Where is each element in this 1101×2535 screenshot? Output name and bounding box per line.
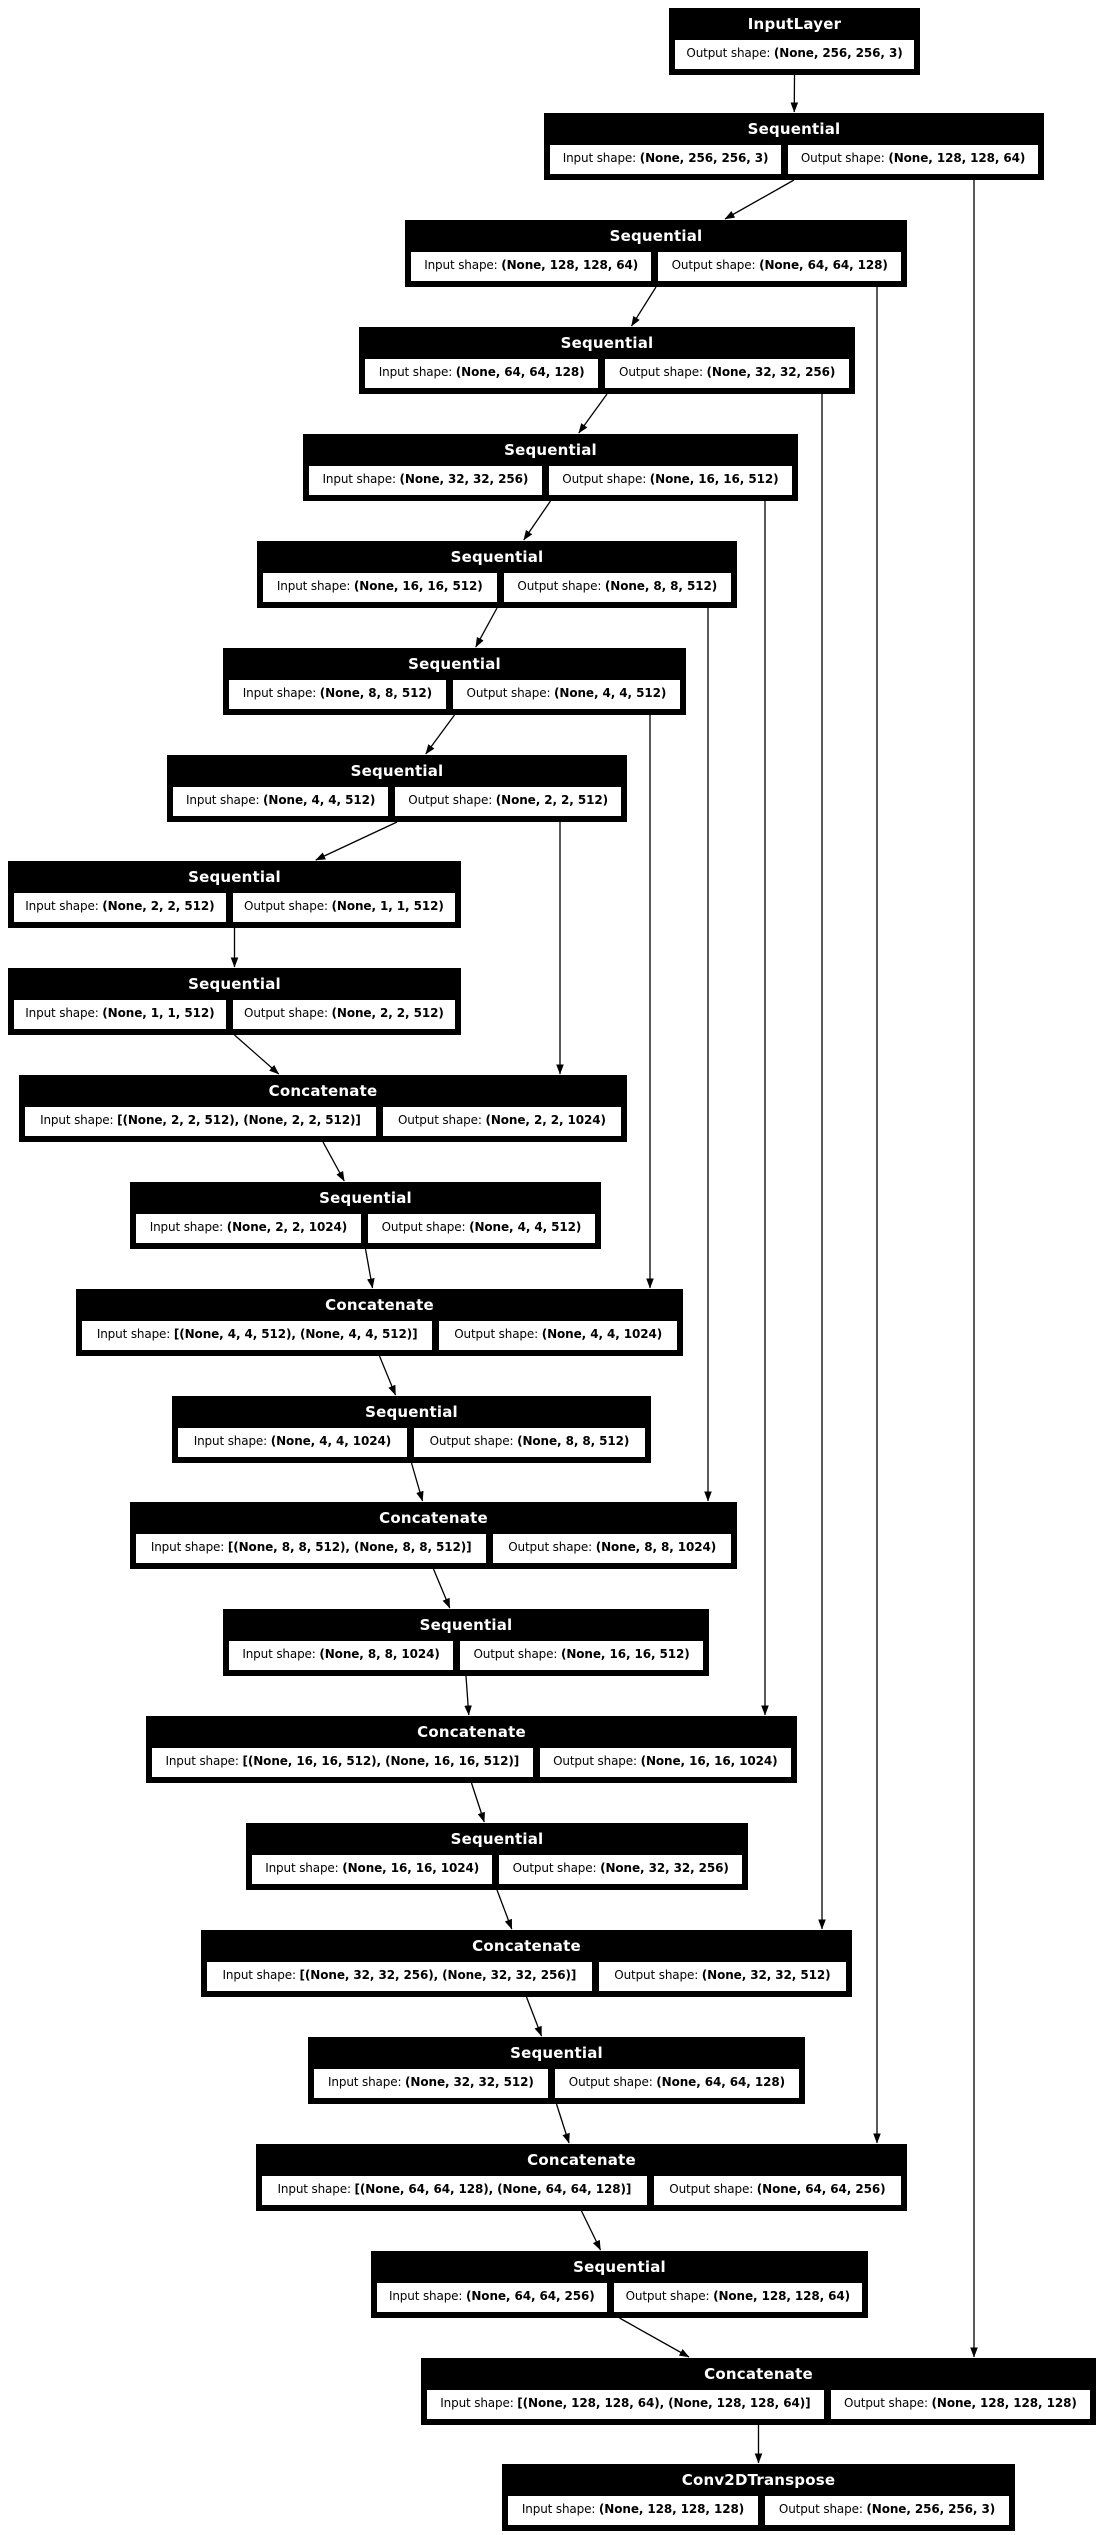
shape-cells bbox=[135, 1533, 732, 1564]
layer-type-label: Sequential bbox=[560, 334, 654, 352]
output-shape-value: (None, 2, 2, 512) bbox=[495, 793, 608, 807]
node-23-conv2dtranspose bbox=[502, 2464, 1015, 2531]
output-shape-cell bbox=[232, 892, 456, 923]
shape-cells bbox=[426, 2389, 1091, 2420]
layer-type-label: Concatenate bbox=[704, 2365, 813, 2383]
input-shape-label: Input shape: bbox=[424, 258, 498, 272]
shape-cells bbox=[261, 2175, 902, 2206]
output-shape-cell bbox=[613, 2282, 863, 2313]
output-shape-cell bbox=[367, 1213, 596, 1244]
input-shape-label: Input shape: bbox=[40, 1113, 114, 1127]
shape-cells bbox=[549, 144, 1039, 175]
output-shape-label: Output shape: bbox=[512, 1861, 597, 1875]
input-shape-cell bbox=[262, 572, 498, 603]
input-shape-cell bbox=[261, 2175, 648, 2206]
layer-type-label: Sequential bbox=[319, 1189, 412, 1207]
input-shape-label: Input shape: bbox=[328, 2075, 402, 2089]
input-shape-label: Input shape: bbox=[322, 472, 396, 486]
shape-cells bbox=[13, 892, 456, 923]
input-shape-label: Input shape: bbox=[193, 1434, 268, 1448]
node-2-sequential bbox=[405, 220, 907, 287]
input-shape-label: Input shape: bbox=[265, 1861, 339, 1875]
output-shape-label: Output shape: bbox=[408, 793, 493, 807]
output-shape-cell bbox=[394, 786, 622, 817]
node-4-sequential bbox=[303, 434, 798, 501]
input-shape-label: Input shape: bbox=[242, 1647, 316, 1661]
input-shape-cell bbox=[376, 2282, 608, 2313]
input-shape-value: (None, 32, 32, 512) bbox=[405, 2075, 534, 2089]
input-shape-cell bbox=[549, 144, 782, 175]
output-shape-cell bbox=[503, 572, 732, 603]
output-shape-value: (None, 32, 32, 256) bbox=[600, 1861, 729, 1875]
layer-type-label: Sequential bbox=[747, 120, 841, 138]
input-shape-value: (None, 128, 128, 128) bbox=[598, 2502, 745, 2516]
layer-type-label: Concatenate bbox=[417, 1723, 526, 1741]
node-15-sequential bbox=[223, 1609, 709, 1676]
output-shape-value: (None, 16, 16, 512) bbox=[649, 472, 779, 486]
output-shape-value: (None, 256, 256, 3) bbox=[866, 2502, 996, 2516]
output-shape-label: Output shape: bbox=[244, 899, 328, 913]
input-shape-label: Input shape: bbox=[277, 2182, 351, 2196]
output-shape-label: Output shape: bbox=[454, 1327, 539, 1341]
input-shape-value: (None, 128, 128, 64) bbox=[501, 258, 639, 272]
input-shape-value: [(None, 2, 2, 512), (None, 2, 2, 512)] bbox=[117, 1113, 361, 1127]
output-shape-cell bbox=[598, 1961, 847, 1992]
shape-cells bbox=[177, 1427, 646, 1458]
output-shape-cell bbox=[413, 1427, 646, 1458]
input-shape-value: (None, 16, 16, 512) bbox=[353, 579, 483, 593]
output-shape-value: (None, 8, 8, 1024) bbox=[595, 1540, 717, 1554]
shape-cells bbox=[251, 1854, 743, 1885]
output-shape-label: Output shape: bbox=[671, 258, 756, 272]
input-shape-label: Input shape: bbox=[388, 2289, 463, 2303]
layer-type-label: Sequential bbox=[408, 655, 501, 673]
shape-cells bbox=[262, 572, 732, 603]
output-shape-label: Output shape: bbox=[568, 2075, 653, 2089]
input-shape-value: (None, 2, 2, 512) bbox=[102, 899, 215, 913]
layer-type-label: Conv2DTranspose bbox=[681, 2471, 836, 2489]
input-shape-value: (None, 16, 16, 1024) bbox=[342, 1861, 480, 1875]
output-shape-label: Output shape: bbox=[553, 1754, 637, 1768]
input-shape-cell bbox=[177, 1427, 408, 1458]
node-10-concatenate bbox=[19, 1075, 627, 1142]
layer-type-label: Concatenate bbox=[472, 1937, 581, 1955]
node-1-sequential bbox=[544, 113, 1044, 180]
output-shape-value: (None, 2, 2, 1024) bbox=[485, 1113, 606, 1127]
output-shape-value: (None, 128, 128, 128) bbox=[931, 2396, 1077, 2410]
output-shape-label: Output shape: bbox=[619, 365, 703, 379]
node-18-concatenate bbox=[201, 1930, 852, 1997]
layer-type-label: Sequential bbox=[350, 762, 444, 780]
layer-type-label: InputLayer bbox=[747, 15, 842, 33]
node-3-sequential bbox=[359, 327, 855, 394]
input-shape-cell bbox=[364, 358, 599, 389]
output-shape-label: Output shape: bbox=[473, 1647, 558, 1661]
shape-cells bbox=[674, 39, 915, 70]
output-shape-label: Output shape: bbox=[466, 686, 551, 700]
output-shape-cell bbox=[459, 1640, 704, 1671]
input-shape-value: (None, 32, 32, 256) bbox=[399, 472, 529, 486]
shape-cells bbox=[308, 465, 793, 496]
layer-type-label: Sequential bbox=[188, 975, 281, 993]
input-shape-label: Input shape: bbox=[25, 899, 99, 913]
layer-type-label: Sequential bbox=[609, 227, 703, 245]
layer-type-label: Concatenate bbox=[379, 1509, 488, 1527]
input-shape-value: [(None, 8, 8, 512), (None, 8, 8, 512)] bbox=[227, 1540, 472, 1554]
output-shape-cell bbox=[232, 999, 456, 1030]
output-shape-value: (None, 1, 1, 512) bbox=[331, 899, 444, 913]
shape-cells bbox=[228, 679, 681, 710]
shape-cells bbox=[376, 2282, 863, 2313]
node-20-concatenate bbox=[256, 2144, 907, 2211]
layer-type-label: Sequential bbox=[450, 548, 544, 566]
output-shape-cell bbox=[452, 679, 681, 710]
shape-cells bbox=[364, 358, 850, 389]
shape-cells bbox=[151, 1747, 792, 1778]
output-shape-value: (None, 8, 8, 512) bbox=[517, 1434, 630, 1448]
output-shape-cell bbox=[830, 2389, 1091, 2420]
input-shape-cell bbox=[135, 1213, 362, 1244]
shape-cells bbox=[507, 2495, 1010, 2526]
node-22-concatenate bbox=[421, 2358, 1096, 2425]
output-shape-value: (None, 2, 2, 512) bbox=[331, 1006, 444, 1020]
input-shape-cell bbox=[228, 679, 447, 710]
input-shape-label: Input shape: bbox=[25, 1006, 99, 1020]
layer-type-label: Sequential bbox=[188, 868, 281, 886]
output-shape-value: (None, 32, 32, 512) bbox=[701, 1968, 831, 1982]
output-shape-label: Output shape: bbox=[800, 151, 885, 165]
input-shape-label: Input shape: bbox=[562, 151, 637, 165]
layer-type-label: Sequential bbox=[504, 441, 597, 459]
input-shape-label: Input shape: bbox=[96, 1327, 171, 1341]
input-shape-cell bbox=[13, 999, 227, 1030]
shape-cells bbox=[24, 1106, 622, 1137]
shape-cells bbox=[81, 1320, 678, 1351]
output-shape-value: (None, 256, 256, 3) bbox=[773, 46, 903, 60]
input-shape-cell bbox=[426, 2389, 825, 2420]
input-shape-label: Input shape: bbox=[222, 1968, 296, 1982]
input-shape-cell bbox=[308, 465, 543, 496]
input-shape-cell bbox=[13, 892, 227, 923]
output-shape-cell bbox=[554, 2068, 800, 2099]
input-shape-value: (None, 8, 8, 512) bbox=[319, 686, 432, 700]
input-shape-value: [(None, 128, 128, 64), (None, 128, 128, 64)] bbox=[517, 2396, 811, 2410]
input-shape-value: (None, 4, 4, 512) bbox=[263, 793, 376, 807]
output-shape-value: (None, 128, 128, 64) bbox=[713, 2289, 851, 2303]
output-shape-label: Output shape: bbox=[562, 472, 647, 486]
shape-cells bbox=[206, 1961, 847, 1992]
input-shape-cell bbox=[313, 2068, 549, 2099]
input-shape-value: (None, 64, 64, 128) bbox=[455, 365, 585, 379]
output-shape-label: Output shape: bbox=[669, 2182, 754, 2196]
input-shape-label: Input shape: bbox=[242, 686, 317, 700]
node-17-sequential bbox=[246, 1823, 748, 1890]
input-shape-cell bbox=[228, 1640, 454, 1671]
output-shape-label: Output shape: bbox=[381, 1220, 466, 1234]
output-shape-value: (None, 64, 64, 128) bbox=[656, 2075, 785, 2089]
output-shape-value: (None, 8, 8, 512) bbox=[604, 579, 718, 593]
output-shape-value: (None, 4, 4, 512) bbox=[554, 686, 667, 700]
output-shape-value: (None, 4, 4, 512) bbox=[469, 1220, 582, 1234]
input-shape-cell bbox=[507, 2495, 759, 2526]
shape-cells bbox=[135, 1213, 596, 1244]
layer-type-label: Sequential bbox=[573, 2258, 666, 2276]
input-shape-cell bbox=[81, 1320, 433, 1351]
output-shape-label: Output shape: bbox=[614, 1968, 699, 1982]
layer-type-label: Sequential bbox=[450, 1830, 544, 1848]
output-shape-label: Output shape: bbox=[778, 2502, 863, 2516]
input-shape-label: Input shape: bbox=[165, 1754, 239, 1768]
input-shape-value: [(None, 4, 4, 512), (None, 4, 4, 512)] bbox=[173, 1327, 418, 1341]
output-shape-value: (None, 4, 4, 1024) bbox=[541, 1327, 663, 1341]
shape-cells bbox=[13, 999, 456, 1030]
input-shape-cell bbox=[172, 786, 389, 817]
input-shape-value: (None, 1, 1, 512) bbox=[102, 1006, 215, 1020]
node-16-concatenate bbox=[146, 1716, 797, 1783]
node-12-concatenate bbox=[76, 1289, 683, 1356]
node-19-sequential bbox=[308, 2037, 805, 2104]
layer-type-label: Concatenate bbox=[527, 2151, 636, 2169]
output-shape-label: Output shape: bbox=[397, 1113, 482, 1127]
output-shape-cell bbox=[382, 1106, 622, 1137]
input-shape-label: Input shape: bbox=[150, 1540, 225, 1554]
input-shape-cell bbox=[151, 1747, 534, 1778]
output-shape-cell bbox=[764, 2495, 1010, 2526]
output-shape-label: Output shape: bbox=[508, 1540, 593, 1554]
input-shape-label: Input shape: bbox=[521, 2502, 596, 2516]
node-21-sequential bbox=[371, 2251, 868, 2318]
input-shape-value: [(None, 64, 64, 128), (None, 64, 64, 128)] bbox=[354, 2182, 632, 2196]
input-shape-cell bbox=[410, 251, 652, 282]
node-7-sequential bbox=[167, 755, 627, 822]
input-shape-value: [(None, 16, 16, 512), (None, 16, 16, 512)] bbox=[242, 1754, 520, 1768]
input-shape-value: (None, 8, 8, 1024) bbox=[319, 1647, 440, 1661]
input-shape-value: (None, 256, 256, 3) bbox=[639, 151, 769, 165]
output-shape-value: (None, 16, 16, 512) bbox=[560, 1647, 690, 1661]
output-shape-value: (None, 16, 16, 1024) bbox=[640, 1754, 778, 1768]
output-shape-cell bbox=[787, 144, 1039, 175]
node-6-sequential bbox=[223, 648, 686, 715]
output-shape-cell bbox=[653, 2175, 902, 2206]
output-shape-label: Output shape: bbox=[625, 2289, 710, 2303]
output-shape-label: Output shape: bbox=[686, 46, 771, 60]
output-shape-cell bbox=[657, 251, 902, 282]
input-shape-cell bbox=[135, 1533, 487, 1564]
input-shape-value: (None, 4, 4, 1024) bbox=[270, 1434, 392, 1448]
output-shape-value: (None, 64, 64, 128) bbox=[759, 258, 888, 272]
output-shape-cell bbox=[498, 1854, 743, 1885]
node-13-sequential bbox=[172, 1396, 651, 1463]
output-shape-cell bbox=[539, 1747, 792, 1778]
output-shape-label: Output shape: bbox=[517, 579, 602, 593]
input-shape-label: Input shape: bbox=[186, 793, 260, 807]
node-5-sequential bbox=[257, 541, 737, 608]
output-shape-value: (None, 64, 64, 256) bbox=[756, 2182, 886, 2196]
layer-type-label: Sequential bbox=[365, 1403, 458, 1421]
node-0-inputlayer bbox=[669, 8, 920, 75]
shape-cells bbox=[228, 1640, 704, 1671]
input-shape-cell bbox=[24, 1106, 377, 1137]
node-14-concatenate bbox=[130, 1502, 737, 1569]
layer-type-label: Concatenate bbox=[325, 1296, 434, 1314]
input-shape-cell bbox=[206, 1961, 593, 1992]
output-shape-cell bbox=[548, 465, 793, 496]
node-8-sequential bbox=[8, 861, 461, 928]
output-shape-value: (None, 32, 32, 256) bbox=[706, 365, 836, 379]
input-shape-label: Input shape: bbox=[149, 1220, 224, 1234]
layer-type-label: Concatenate bbox=[268, 1082, 378, 1100]
layer-type-label: Sequential bbox=[510, 2044, 603, 2062]
input-shape-label: Input shape: bbox=[440, 2396, 514, 2410]
output-shape-cell bbox=[604, 358, 850, 389]
shape-cells bbox=[313, 2068, 800, 2099]
input-shape-label: Input shape: bbox=[378, 365, 453, 379]
shape-cells bbox=[172, 786, 622, 817]
shape-cells bbox=[410, 251, 902, 282]
layer-type-label: Sequential bbox=[419, 1616, 513, 1634]
output-shape-cell bbox=[438, 1320, 678, 1351]
input-shape-value: (None, 64, 64, 256) bbox=[465, 2289, 595, 2303]
output-shape-label: Output shape: bbox=[244, 1006, 328, 1020]
output-shape-cell bbox=[492, 1533, 732, 1564]
output-shape-label: Output shape: bbox=[429, 1434, 514, 1448]
input-shape-value: [(None, 32, 32, 256), (None, 32, 32, 256)] bbox=[299, 1968, 577, 1982]
output-shape-label: Output shape: bbox=[844, 2396, 928, 2410]
input-shape-cell bbox=[251, 1854, 493, 1885]
output-shape-value: (None, 128, 128, 64) bbox=[888, 151, 1026, 165]
node-11-sequential bbox=[130, 1182, 601, 1249]
input-shape-label: Input shape: bbox=[276, 579, 351, 593]
node-9-sequential bbox=[8, 968, 461, 1035]
output-shape-cell bbox=[674, 39, 915, 70]
input-shape-value: (None, 2, 2, 1024) bbox=[226, 1220, 348, 1234]
